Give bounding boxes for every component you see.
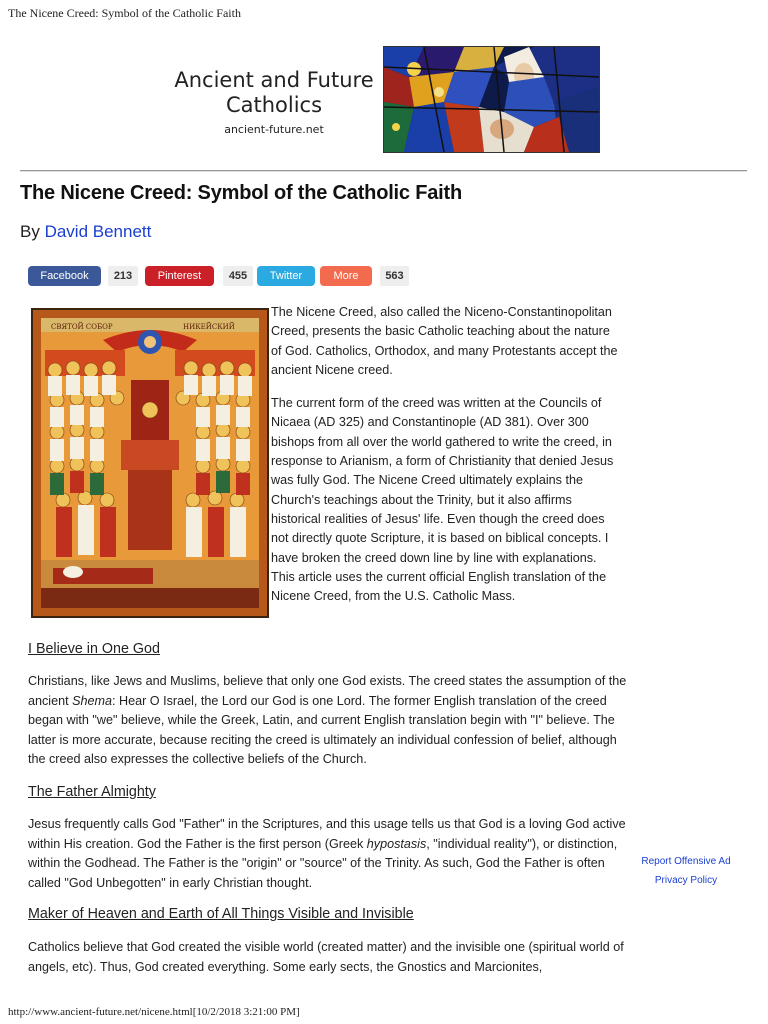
facebook-share-button[interactable]: Facebook bbox=[28, 266, 101, 286]
section-heading-maker-of-heaven: Maker of Heaven and Earth of All Things Visible and Invisible bbox=[28, 906, 414, 922]
council-icon-image bbox=[31, 308, 269, 618]
pinterest-share-count: 455 bbox=[223, 266, 253, 286]
icon-caption-left: СВЯТОЙ СОБОР bbox=[51, 323, 113, 331]
site-logo[interactable] bbox=[172, 68, 376, 136]
ad-links bbox=[636, 852, 736, 890]
intro-paragraph-1: The Nicene Creed, also called the Niceno-Constantinopolitan Creed, presents the basic Catholic teaching about the nature of God. Catholics, Orthodox, and many Protestants accept the ancient Nicene creed. bbox=[271, 305, 618, 377]
section-heading-father-almighty: The Father Almighty bbox=[28, 784, 156, 800]
section-text-one-god: Christians, like Jews and Muslims, believe that only one God exists. The creed states the assumption of the ancient Shema: Hear O Israel, the Lord our God is one Lord. The former English translation of the creed began with "we" believe, while the Greek, Latin, and current English translation begin with "I" believe. The latter is more accurate, because reciting the creed is ultimately an individual confession of belief, although the creed also expresses the collective beliefs of the Church. bbox=[28, 674, 627, 766]
more-share-button[interactable]: More bbox=[320, 266, 372, 286]
icon-caption-right: НИКЕЙСКИЙ bbox=[183, 323, 235, 331]
logo-title-line1: Ancient and Future bbox=[174, 68, 374, 92]
twitter-share-button[interactable]: Twitter bbox=[257, 266, 315, 286]
intro-text bbox=[271, 303, 621, 620]
privacy-policy-link[interactable]: Privacy Policy bbox=[654, 875, 718, 886]
byline-prefix: By bbox=[20, 222, 40, 241]
section-heading-one-god: I Believe in One God bbox=[28, 641, 160, 657]
facebook-share-count: 213 bbox=[108, 266, 138, 286]
intro-paragraph-2: The current form of the creed was written at the Councils of Nicaea (AD 325) and Constantinople (AD 381). Over 300 bishops from all over the world gathered to write the creed, in response to Arianism, a form of Christianity that denied Jesus was fully God. The Nicene Creed ultimately explains the Church's teachings about the Trinity, but it also affirms historical realities of Jesus' life. Even though the creed does not directly quote Scripture, it is based on biblical concepts. I have broken the creed down line by line with explanations. This article uses the current official English translation of the Nicene Creed, from the U.S. Catholic Mass. bbox=[271, 396, 614, 604]
pinterest-share-button[interactable]: Pinterest bbox=[145, 266, 214, 286]
logo-title-line2: Catholics bbox=[225, 93, 323, 117]
council-icon-illustration bbox=[33, 310, 267, 616]
stained-glass-image bbox=[384, 47, 599, 152]
author-link[interactable]: David Bennett bbox=[44, 222, 152, 241]
section-text-father-almighty: Jesus frequently calls God "Father" in the Scriptures, and this usage tells us that God is a loving God active within His creation. God the Father is the first person (Greek hypostasis, "individual reality"), or distinction, within the Godhead. The Father is the "origin" or "source" of the Trinity. As such, God the Father is often called "God Unbegotten" in early Christian thought. bbox=[28, 817, 626, 890]
article-title: The Nicene Creed: Symbol of the Catholic Faith bbox=[20, 182, 462, 204]
byline bbox=[20, 222, 151, 242]
stained-glass-banner bbox=[383, 46, 600, 153]
header-divider bbox=[20, 170, 747, 172]
section-text-maker-of-heaven: Catholics believe that God created the visible world (created matter) and the invisible one (spiritual world of angels, etc). Thus, God created everything. Some early sects, the Gnostics and Marcionites, bbox=[28, 940, 624, 974]
print-footer-url: http://www.ancient-future.net/nicene.html[10/2/2018 3:21:00 PM] bbox=[8, 1006, 300, 1018]
report-offensive-ad-link[interactable]: Report Offensive Ad bbox=[641, 856, 731, 867]
print-page-title: The Nicene Creed: Symbol of the Catholic Faith bbox=[8, 6, 241, 20]
logo-url: ancient-future.net bbox=[224, 123, 324, 136]
more-share-count: 563 bbox=[380, 266, 409, 286]
